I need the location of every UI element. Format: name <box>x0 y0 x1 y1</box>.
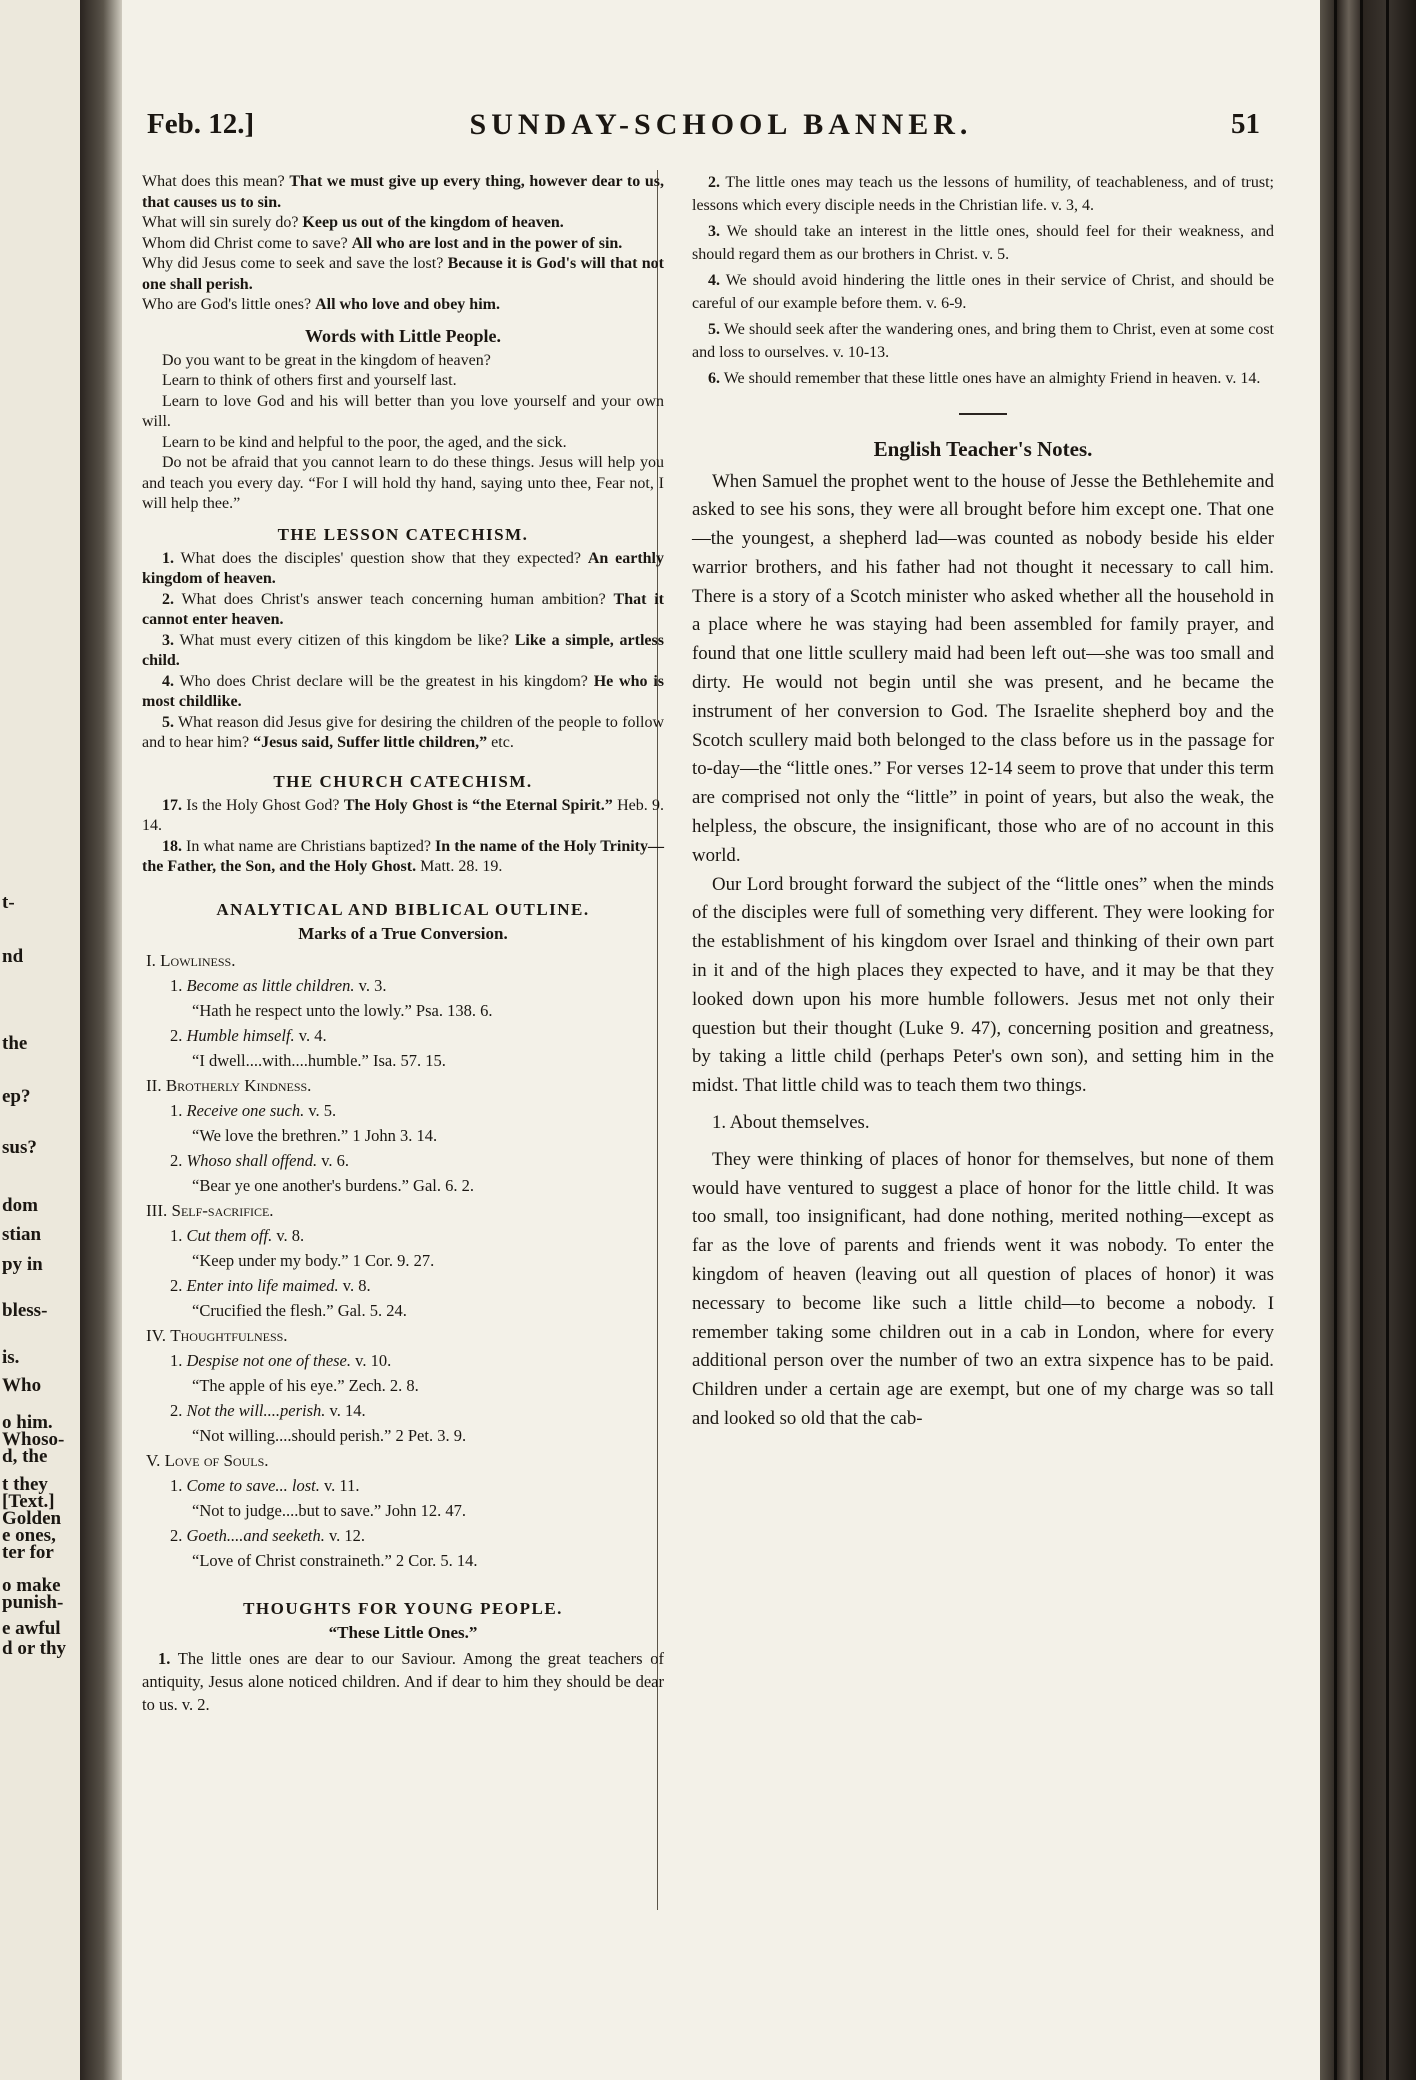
outline-point-number: 1. <box>170 1225 183 1245</box>
outline-point-ref: v. 5. <box>304 1100 337 1120</box>
gutter-fragment: t- <box>2 892 15 913</box>
page-number: 51 <box>1231 108 1260 140</box>
catechism-item <box>142 631 664 672</box>
catechism-answer: “Jesus said, Suffer little children,” <box>253 734 488 751</box>
gutter-fragment: dom <box>2 1195 38 1216</box>
catechism-number: 5. <box>162 713 174 731</box>
question-text: Who are God's little ones? <box>142 296 316 313</box>
outline-point <box>170 1273 664 1298</box>
qa-item <box>142 234 664 255</box>
catechism-question: What does Christ's answer teach concerning human ambition? <box>174 590 614 608</box>
thought-item <box>692 270 1274 315</box>
notes-paragraph: Our Lord brought forward the subject of the “little ones” when the minds of the disciples were full of something very different. They were looking for the establishment of his kingdom over Israel and thinking of their own part in it and of the high places they expected to have, and it may be that they looked down upon his more humble followers. Jesus met not only their question but their thought (Luke 9. 47), concerning position and greatness, by taking a little child (perhaps Peter's own son), and setting him in the midst. That little child was to teach them two things. <box>692 873 1274 1097</box>
gutter-fragment: [Text.] <box>2 1490 55 1512</box>
outline-point <box>170 1023 664 1048</box>
gutter-fragment: the <box>2 1033 28 1054</box>
thought-number: 6. <box>708 370 720 387</box>
outline-point-ref: v. 10. <box>351 1350 392 1370</box>
catechism-answer: In the name of the Holy Trinity—the Father, the Son, and the Holy Ghost. <box>142 837 664 875</box>
notes-paragraph: They were thinking of places of honor for themselves, but none of them would have ventured to suggest a place of honor for the little child. It was too small, too insignificant, had done nothing, merited nothing—except as far as the love of parents and friends went it was nobody. To enter the kingdom of heaven (leaving out all question of places of honor) it was necessary to become like such a little child—to become a nobody. I remember taking some children out in a cab in London, where for every additional person over the number of two an extra sixpence has to be paid. Children under a certain age are exempt, but one of my charge was so tall and looked so old that the cab- <box>692 1148 1274 1429</box>
outline-quote: “Not to judge....but to save.” John 12. 47. <box>192 1500 467 1520</box>
catechism-answer: The Holy Ghost is “the Eternal Spirit.” <box>343 796 613 814</box>
catechism-reference: Matt. 28. 19. <box>416 858 503 875</box>
outline-point-ref: v. 3. <box>354 975 387 995</box>
outline-quote: “Not willing....should perish.” 2 Pet. 3. 9. <box>192 1425 467 1445</box>
question-text: What will sin surely do? <box>142 214 303 231</box>
outline-point-number: 1. <box>170 1350 183 1370</box>
thought-text: We should remember that these little ones have an almighty Friend in heaven. v. 14. <box>720 370 1261 387</box>
gutter-fragment: ter for <box>2 1541 54 1563</box>
lesson-catechism-heading: THE LESSON CATECHISM. <box>277 524 529 544</box>
outline-point-text: Whoso shall offend. <box>186 1150 318 1170</box>
outline-point-number: 2. <box>170 1525 183 1545</box>
question-text: Why did Jesus come to seek and save the lost? <box>142 255 448 272</box>
thought-text: We should take an interest in the little ones, should feel for their weakness, and should regard them as our brothers in Christ. v. 5. <box>692 223 1274 263</box>
gutter-fragment: ep? <box>2 1086 31 1108</box>
answer-text: Keep us out of the kingdom of heaven. <box>302 214 564 231</box>
words-line: Learn to love God and his will better than you love yourself and your own will. <box>142 392 664 430</box>
outline-point-text: Not the will....perish. <box>186 1400 326 1420</box>
words-line: Do you want to be great in the kingdom of heaven? <box>162 351 491 369</box>
outline-point <box>170 1098 664 1123</box>
notes-paragraph: When Samuel the prophet went to the house of Jesse the Bethlehemite and asked to see his sons, they were all brought before him except one. That one—the youngest, a shepherd lad—was counted as nobody beside his elder warrior brothers, and his father had not thought it necessary to call him. There is a story of a Scotch minister who asked whether all the household in a place where he was staying had been assembled for family prayer, and found that one little scullery maid had been left out—she was too small and dirty. He would not begin until she was present, and he became the instrument of her conversion to God. The Israelite shepherd boy and the Scotch scullery maid both belonged to the class before us in the passage for to-day—the “little ones.” For verses 12-14 seem to prove that under this term are comprised not only the “little” in point of years, but also the weak, the helpless, the obscure, the insignificant, those who are of no account in this world. <box>692 470 1274 866</box>
binding-line <box>1386 0 1389 2080</box>
gutter-fragment: bless- <box>2 1300 48 1321</box>
outline-point-number: 1. <box>170 975 183 995</box>
outline-point <box>170 1348 664 1373</box>
words-line: Learn to be kind and helpful to the poor, the aged, and the sick. <box>162 433 567 451</box>
answer-text: That we must give up every thing, however dear to us, that causes us to sin. <box>142 173 664 211</box>
facing-page-margin <box>0 0 80 2080</box>
binding-line <box>1334 0 1337 2080</box>
page-header <box>122 108 1320 152</box>
thought-text: We should seek after the wandering ones, and bring them to Christ, even at some cost and loss to ourselves. v. 10-13. <box>692 321 1274 361</box>
header-date: Feb. 12.] <box>147 108 255 140</box>
gutter-fragment: nd <box>2 946 24 967</box>
gutter-fragment: Golden <box>2 1507 62 1529</box>
gutter-fragment: stian <box>2 1224 42 1246</box>
outline-roman: I. <box>146 950 156 970</box>
thoughts-continued <box>692 172 1274 391</box>
biblical-outline <box>142 948 664 1573</box>
outline-section <box>146 1073 664 1098</box>
outline-quote: “The apple of his eye.” Zech. 2. 8. <box>192 1375 419 1395</box>
outline-point-text: Come to save... lost. <box>186 1475 320 1495</box>
outline-point-ref: v. 8. <box>338 1275 371 1295</box>
notes-paragraph: 1. About themselves. <box>712 1112 870 1134</box>
church-catechism <box>142 796 664 878</box>
outline-subheading: Marks of a True Conversion. <box>298 923 508 943</box>
gutter-fragment: Who <box>2 1375 42 1396</box>
right-column <box>692 172 1274 1434</box>
question-text: Whom did Christ come to save? <box>142 234 352 252</box>
gutter-fragment: e awful <box>2 1618 61 1639</box>
outline-point-number: 2. <box>170 1025 183 1045</box>
outline-point-ref: v. 11. <box>319 1475 360 1495</box>
catechism-answer: An earthly kingdom of heaven. <box>142 549 664 587</box>
outline-section-title: Self-sacrifice. <box>171 1200 274 1220</box>
catechism-number: 17. <box>162 796 182 814</box>
outline-point-text: Receive one such. <box>186 1100 305 1120</box>
thought-number: 3. <box>708 223 720 240</box>
thought-text: The little ones may teach us the lessons of humility, of teachableness, and of trust; lessons which every disciple needs in the Christian life. v. 3, 4. <box>692 174 1274 214</box>
gutter-fragment: punish- <box>2 1591 64 1613</box>
outline-point <box>170 1523 664 1548</box>
outline-section-title: Lowliness. <box>160 950 236 970</box>
outline-section <box>146 948 664 973</box>
question-text: What does this mean? <box>142 173 290 190</box>
outline-section-title: Brotherly Kindness. <box>165 1075 312 1095</box>
words-line: Do not be afraid that you cannot learn to do these things. Jesus will help you and teach you every day. “For I will hold thy hand, saying unto thee, Fear not, I will help thee.” <box>142 454 664 512</box>
words-heading: Words with Little People. <box>305 325 501 346</box>
outline-point <box>170 973 664 998</box>
left-column <box>142 172 664 1720</box>
outline-quote: “We love the brethren.” 1 John 3. 14. <box>192 1125 438 1145</box>
outline-point <box>170 1473 664 1498</box>
catechism-number: 4. <box>162 672 174 690</box>
catechism-reference: Heb. 9. 14. <box>142 796 665 834</box>
gutter-fragment: o him. <box>2 1411 53 1433</box>
catechism-item <box>142 672 664 713</box>
qa-item <box>142 254 664 295</box>
catechism-question: What must every citizen of this kingdom be like? <box>174 631 515 649</box>
catechism-number: 2. <box>162 590 174 608</box>
catechism-item <box>142 549 664 590</box>
thought-text: We should avoid hindering the little ones in their service of Christ, and should be careful of our example before them. v. 6-9. <box>692 272 1274 312</box>
teacher-notes <box>692 468 1274 1434</box>
catechism-number: 1. <box>162 549 174 567</box>
catechism-item <box>142 796 664 837</box>
catechism-question: Who does Christ declare will be the greatest in his kingdom? <box>174 672 594 690</box>
notes-heading: English Teacher's Notes. <box>873 436 1093 461</box>
catechism-answer: He who is most childlike. <box>142 672 664 710</box>
page-fold-shadow <box>80 0 122 2080</box>
outline-point-ref: v. 14. <box>325 1400 366 1420</box>
outline-quote: “Keep under my body.” 1 Cor. 9. 27. <box>192 1250 435 1270</box>
outline-section-title: Thoughtfulness. <box>170 1325 288 1345</box>
catechism-number: 18. <box>162 837 182 855</box>
thought-text: The little ones are dear to our Saviour. Among the great teachers of antiquity, Jesus alone noticed children. And if dear to him they should be dear to us. v. 2. <box>142 1648 664 1714</box>
thought-number: 1. <box>158 1648 171 1668</box>
catechism-question: What reason did Jesus give for desiring the children of the people to follow and to hear him? <box>142 713 664 751</box>
answer-text: All who love and obey him. <box>315 296 500 313</box>
outline-quote: “Hath he respect unto the lowly.” Psa. 138. 6. <box>192 1000 493 1020</box>
outline-point-ref: v. 4. <box>294 1025 327 1045</box>
gutter-fragment: is. <box>2 1347 20 1369</box>
outline-section <box>146 1448 664 1473</box>
thoughts-subheading: “These Little Ones.” <box>328 1622 478 1642</box>
section-divider <box>959 413 1007 415</box>
gutter-fragment: o make <box>2 1574 61 1596</box>
gutter-fragment: Whoso- <box>2 1429 65 1450</box>
outline-section <box>146 1323 664 1348</box>
binding-line <box>1360 0 1363 2080</box>
outline-point-ref: v. 12. <box>324 1525 366 1545</box>
thought-number: 5. <box>708 321 720 338</box>
outline-roman: V. <box>146 1450 161 1470</box>
outline-section <box>146 1198 664 1223</box>
outline-point-text: Goeth....and seeketh. <box>186 1525 325 1545</box>
catechism-answer: Like a simple, artless child. <box>142 631 664 669</box>
gutter-fragment: t they <box>2 1474 48 1495</box>
outline-point-text: Become as little children. <box>186 975 355 995</box>
qa-item <box>142 295 664 316</box>
outline-point-text: Cut them off. <box>186 1225 273 1245</box>
document-page <box>122 0 1320 2080</box>
thought-item <box>692 172 1274 217</box>
thought-item <box>692 319 1274 364</box>
catechism-question: In what name are Christians baptized? <box>182 837 436 855</box>
catechism-answer: That it cannot enter heaven. <box>142 590 664 628</box>
outline-quote: “Bear ye one another's burdens.” Gal. 6. 2. <box>192 1175 474 1195</box>
qa-item <box>142 213 664 234</box>
gutter-fragment: py in <box>2 1253 43 1275</box>
answer-text: Because it is God's will that not one shall perish. <box>142 255 664 293</box>
outline-roman: III. <box>146 1200 168 1220</box>
outline-point-text: Humble himself. <box>186 1025 295 1045</box>
thought-number: 4. <box>708 272 720 289</box>
catechism-reference: etc. <box>487 734 514 751</box>
catechism-question: What does the disciples' question show that they expected? <box>174 549 588 567</box>
outline-quote: “Crucified the flesh.” Gal. 5. 24. <box>192 1300 407 1320</box>
thought-item <box>692 368 1274 391</box>
outline-point-ref: v. 8. <box>272 1225 305 1245</box>
lesson-questions <box>142 172 664 316</box>
outline-section-title: Love of Souls. <box>164 1450 269 1470</box>
outline-point-number: 1. <box>170 1100 183 1120</box>
catechism-item <box>142 590 664 631</box>
outline-point <box>170 1223 664 1248</box>
outline-roman: IV. <box>146 1325 166 1345</box>
outline-point <box>170 1148 664 1173</box>
catechism-item <box>142 837 664 878</box>
outline-quote: “I dwell....with....humble.” Isa. 57. 15. <box>192 1050 446 1070</box>
outline-point-number: 2. <box>170 1275 183 1295</box>
outline-point-ref: v. 6. <box>317 1150 350 1170</box>
qa-item <box>142 172 664 213</box>
header-title: SUNDAY-SCHOOL BANNER. <box>469 108 973 141</box>
outline-heading: ANALYTICAL AND BIBLICAL OUTLINE. <box>216 899 590 919</box>
gutter-fragment: d, the <box>2 1446 48 1468</box>
outline-point-text: Enter into life maimed. <box>186 1275 339 1295</box>
thought-item <box>142 1647 664 1716</box>
outline-quote: “Love of Christ constraineth.” 2 Cor. 5. 14. <box>192 1550 478 1570</box>
gutter-fragment: sus? <box>2 1136 37 1158</box>
thought-number: 2. <box>708 174 720 191</box>
outline-point-number: 2. <box>170 1400 183 1420</box>
church-catechism-heading: THE CHURCH CATECHISM. <box>273 771 533 791</box>
catechism-number: 3. <box>162 631 174 649</box>
catechism-item <box>142 713 664 754</box>
outline-point-text: Despise not one of these. <box>186 1350 352 1370</box>
outline-point <box>170 1398 664 1423</box>
words-line: Learn to think of others first and yourself last. <box>162 372 457 389</box>
lesson-catechism <box>142 549 664 754</box>
outline-point-number: 1. <box>170 1475 183 1495</box>
outline-roman: II. <box>146 1075 162 1095</box>
words-with-little-people <box>142 351 664 515</box>
gutter-fragment: d or thy <box>2 1637 67 1659</box>
thought-item <box>692 221 1274 266</box>
thoughts-heading: THOUGHTS FOR YOUNG PEOPLE. <box>243 1598 563 1618</box>
gutter-fragment: e ones, <box>2 1525 56 1546</box>
answer-text: All who are lost and in the power of sin. <box>351 234 623 252</box>
catechism-question: Is the Holy Ghost God? <box>182 796 344 814</box>
binding-edge <box>1320 0 1416 2080</box>
outline-point-number: 2. <box>170 1150 183 1170</box>
